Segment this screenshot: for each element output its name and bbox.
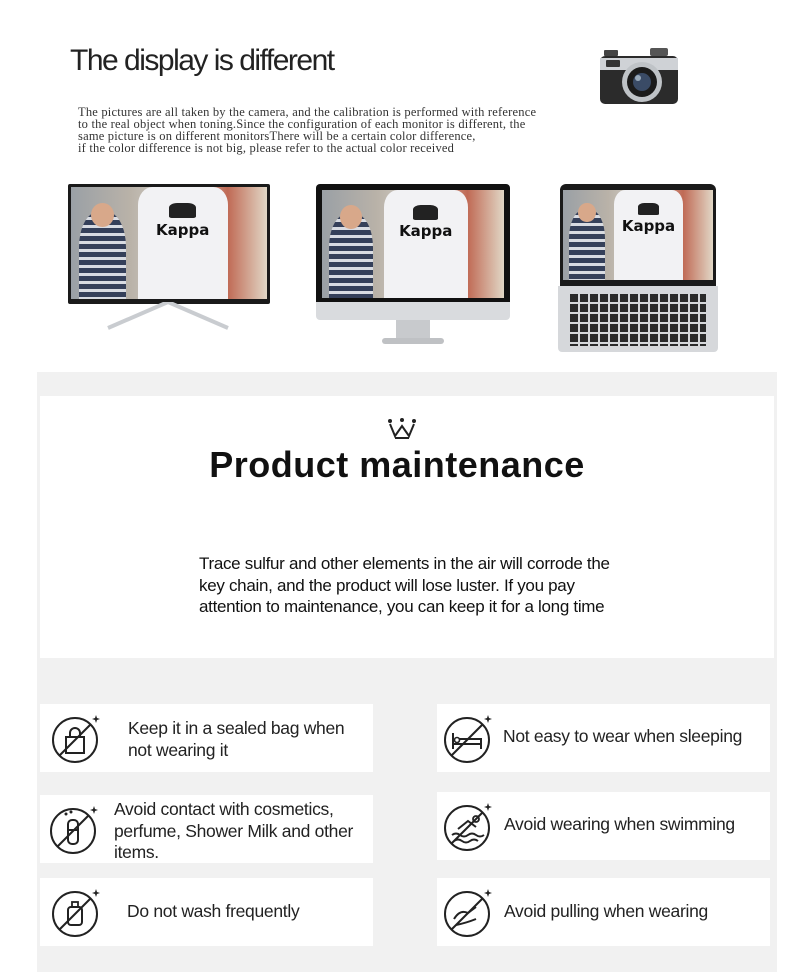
tip-washing bbox=[40, 878, 373, 946]
screen-brand-text: Kappa bbox=[156, 220, 210, 239]
tip-text: Not easy to wear when sleeping bbox=[503, 726, 743, 746]
bed-icon bbox=[442, 711, 496, 765]
laptop bbox=[558, 184, 718, 352]
display-note: The pictures are all taken by the camera, and the calibration is performed with reference to the real object when toning.Since the configuration of each monitor is different, the same picture is on different monitorsThere will be a certain color difference, if the color difference is not big, please refer to the actual color received bbox=[78, 105, 537, 155]
crown-icon bbox=[386, 416, 418, 440]
imac-style-monitor bbox=[316, 184, 510, 348]
maintenance-title: Product maintenance bbox=[209, 444, 585, 485]
tip-pulling bbox=[437, 878, 770, 946]
monitor-screen bbox=[71, 187, 267, 299]
tip-sleeping bbox=[437, 704, 770, 772]
tip-text: Avoid pulling when wearing bbox=[504, 901, 708, 921]
camera-icon bbox=[598, 48, 680, 106]
tip-swimming bbox=[437, 792, 770, 860]
screen-brand-text: Kappa bbox=[399, 222, 453, 241]
tip-text: Do not wash frequently bbox=[127, 901, 300, 921]
swimming-icon bbox=[442, 799, 496, 853]
all-in-one-monitor bbox=[68, 184, 270, 334]
tip-cosmetics bbox=[40, 795, 373, 863]
screen-brand-text: Kappa bbox=[621, 217, 676, 235]
laptop-screen bbox=[563, 190, 713, 280]
tip-text: Avoid wearing when swimming bbox=[504, 814, 735, 834]
monitor-screen bbox=[322, 190, 504, 298]
tip-text: Keep it in a sealed bag when not wearing it bbox=[128, 718, 345, 760]
washing-icon bbox=[50, 885, 104, 939]
pulling-icon bbox=[442, 885, 496, 939]
display-title: The display is different bbox=[70, 44, 334, 77]
sealed-bag-icon bbox=[50, 711, 104, 765]
tip-text: Avoid contact with cosmetics, perfume, Shower Milk and other items. bbox=[114, 799, 354, 862]
maintenance-description: Trace sulfur and other elements in the air will corrode the key chain, and the product will lose luster. If you pay attention to maintenance, you can keep it for a long time bbox=[199, 554, 610, 616]
cosmetics-icon bbox=[48, 802, 102, 856]
tip-sealed-bag bbox=[40, 704, 373, 772]
